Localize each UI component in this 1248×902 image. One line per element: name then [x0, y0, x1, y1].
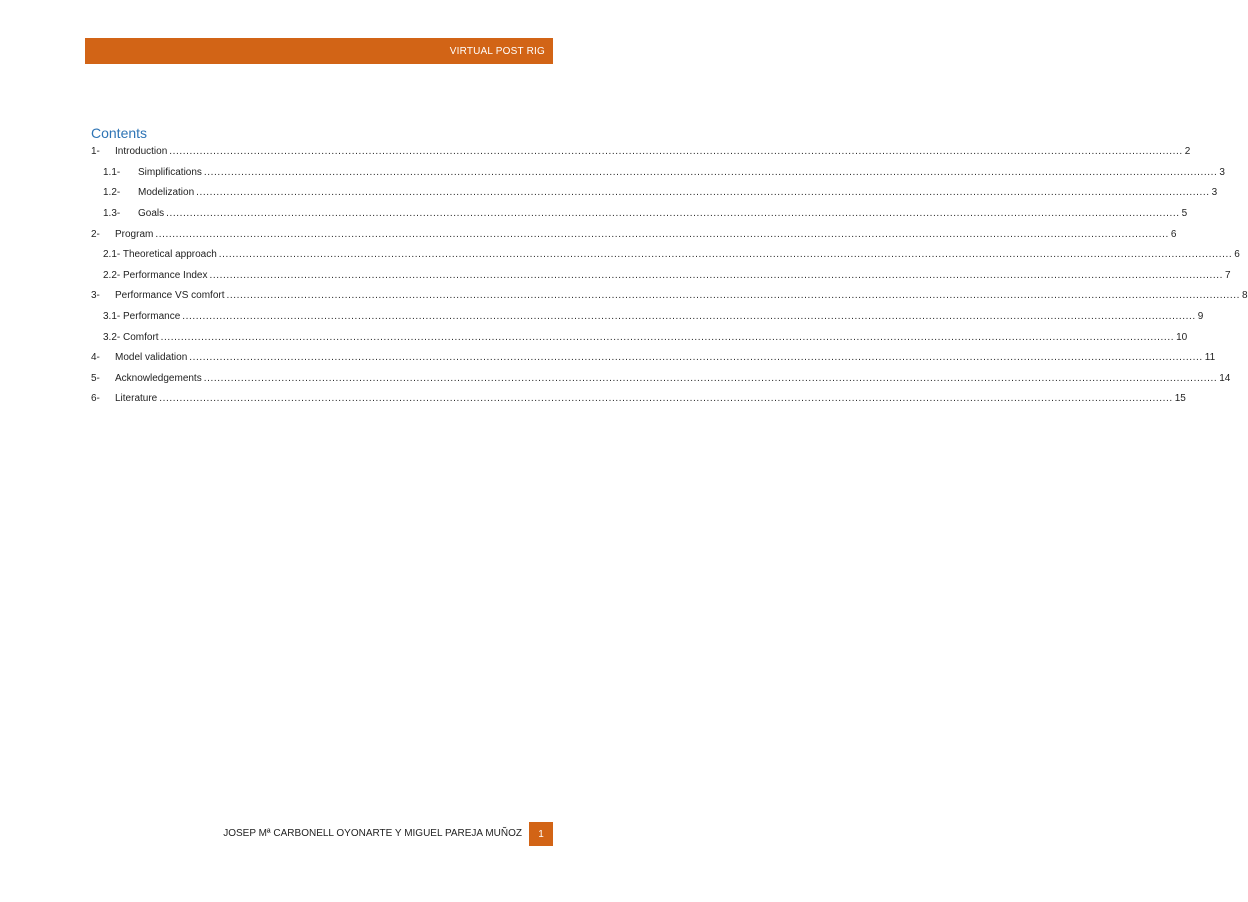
- toc-entry-page: 14: [1219, 372, 1231, 384]
- toc-entry-page: 7: [1225, 269, 1231, 281]
- toc-entry-number: 1-: [91, 146, 100, 158]
- toc-entry-page: 9: [1197, 311, 1204, 323]
- toc-leader-dots: ............................................................................................................................................................................................................................................................................................................: [209, 269, 1223, 281]
- header-title: VIRTUAL POST RIG: [449, 45, 545, 57]
- toc-leader-dots: ............................................................................................................................................................................................................................................................................................................: [203, 166, 1218, 178]
- toc-entry-number: 1.3-: [103, 208, 121, 220]
- toc-entry-page: 8: [1241, 290, 1248, 302]
- toc-leader-dots: ............................................................................................................................................................................................................................................................................................................: [159, 393, 1173, 405]
- toc-leader-dots: ............................................................................................................................................................................................................................................................................................................: [218, 249, 1233, 261]
- toc-entry[interactable]: [91, 327, 1188, 348]
- toc-entry-title: Performance VS comfort: [115, 290, 225, 302]
- toc-entry-page: 10: [1176, 331, 1188, 343]
- toc-leader-dots: ............................................................................................................................................................................................................................................................................................................: [226, 290, 1240, 302]
- toc-entry[interactable]: [91, 245, 1240, 266]
- toc-entry[interactable]: [91, 183, 1218, 204]
- toc-entry-number: 3-: [91, 290, 100, 302]
- toc-entry-title: Introduction: [115, 146, 168, 158]
- contents-heading: Contents: [91, 125, 148, 141]
- toc-entry-title: Literature: [115, 393, 158, 405]
- toc-entry-page: 6: [1170, 228, 1177, 240]
- toc-leader-dots: ............................................................................................................................................................................................................................................................................................................: [169, 146, 1183, 158]
- toc-entry[interactable]: [91, 348, 1216, 369]
- toc-entry[interactable]: [91, 163, 1225, 184]
- toc-entry-page: 3: [1219, 166, 1225, 178]
- toc-entry[interactable]: [91, 224, 1177, 245]
- toc-entry-number: 5-: [91, 372, 100, 384]
- toc-entry[interactable]: [91, 204, 1188, 225]
- toc-leader-dots: ............................................................................................................................................................................................................................................................................................................: [166, 208, 1180, 220]
- toc-entry-page: 5: [1181, 208, 1188, 220]
- toc-entry-page: 15: [1174, 393, 1186, 405]
- toc-entry-title: 3.2- Comfort: [103, 331, 159, 343]
- toc-entry-title: Goals: [138, 208, 165, 220]
- toc-entry-title: 2.2- Performance Index: [103, 269, 208, 281]
- toc-entry-page: 11: [1204, 352, 1216, 364]
- toc-entry-title: Simplifications: [138, 166, 202, 178]
- toc-entry-title: Acknowledgements: [115, 372, 202, 384]
- toc-entry[interactable]: [91, 286, 1248, 307]
- toc-entry-number: 1.2-: [103, 187, 121, 199]
- toc-entry-number: 1.1-: [103, 166, 121, 178]
- toc-entry-title: Modelization: [138, 187, 195, 199]
- toc-entry[interactable]: [91, 307, 1204, 328]
- toc-entry-title: 3.1- Performance: [103, 311, 181, 323]
- header-bar: [85, 38, 553, 64]
- toc-entry[interactable]: [91, 369, 1231, 390]
- toc-leader-dots: ............................................................................................................................................................................................................................................................................................................: [182, 311, 1196, 323]
- footer-authors: JOSEP Mª CARBONELL OYONARTE Y MIGUEL PAREJA MUÑOZ: [223, 828, 522, 839]
- toc-entry-title: Model validation: [115, 352, 188, 364]
- toc-entry-number: 2-: [91, 228, 100, 240]
- toc-entry[interactable]: [91, 142, 1191, 163]
- toc-leader-dots: ............................................................................................................................................................................................................................................................................................................: [155, 228, 1169, 240]
- table-of-contents: [91, 142, 1248, 410]
- toc-entry-page: 3: [1211, 187, 1218, 199]
- toc-entry-title: 2.1- Theoretical approach: [103, 249, 217, 261]
- toc-entry-number: 4-: [91, 352, 100, 364]
- toc-leader-dots: ............................................................................................................................................................................................................................................................................................................: [160, 331, 1175, 343]
- toc-entry-title: Program: [115, 228, 154, 240]
- page-number-badge: 1: [529, 822, 553, 846]
- toc-leader-dots: ............................................................................................................................................................................................................................................................................................................: [203, 372, 1218, 384]
- toc-entry-page: 2: [1184, 146, 1191, 158]
- toc-leader-dots: ............................................................................................................................................................................................................................................................................................................: [196, 187, 1210, 199]
- toc-entry-page: 6: [1234, 249, 1240, 261]
- toc-entry[interactable]: [91, 389, 1186, 410]
- toc-entry-number: 6-: [91, 393, 100, 405]
- toc-leader-dots: ............................................................................................................................................................................................................................................................................................................: [189, 352, 1203, 364]
- toc-entry[interactable]: [91, 266, 1231, 287]
